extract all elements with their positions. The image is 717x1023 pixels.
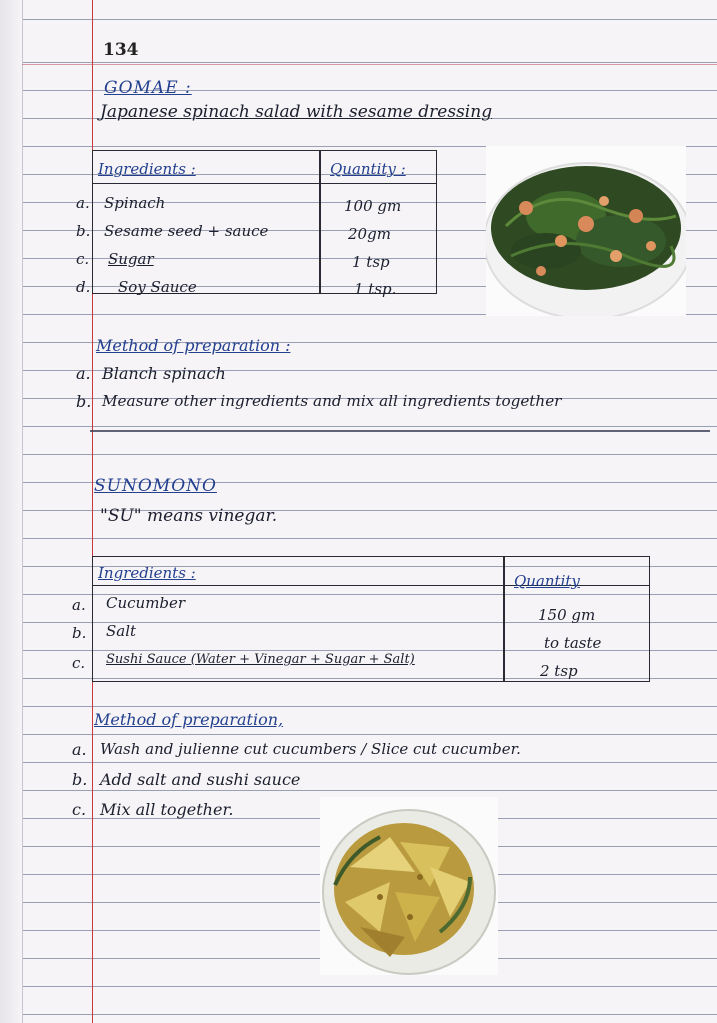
spinach-salad-image: [486, 146, 686, 316]
page-number: 134: [103, 40, 139, 60]
sunomono-subtitle: "SU" means vinegar.: [100, 506, 278, 526]
gomae-method-title: Method of preparation :: [96, 336, 291, 355]
list-item-marker: b.: [72, 770, 88, 789]
table-row-marker: a.: [76, 194, 90, 212]
section-divider: [90, 430, 710, 432]
table-row-ingredient: Sugar: [108, 250, 154, 268]
sunomono-photo: [320, 797, 498, 975]
table-row-marker: b.: [76, 222, 91, 240]
sunomono-title: SUNOMONO: [94, 476, 217, 496]
gomae-header-ingredients: Ingredients :: [98, 160, 196, 178]
table-row-marker: a.: [72, 596, 86, 614]
table-row-ingredient: Sushi Sauce (Water + Vinegar + Sugar + Salt): [106, 652, 415, 667]
page-binding: [0, 0, 23, 1023]
gomae-title: GOMAE :: [104, 78, 192, 98]
table-row-marker: d.: [76, 278, 91, 296]
table-row-quantity: 2 tsp: [540, 662, 578, 680]
table-row-ingredient: Soy Sauce: [118, 278, 197, 296]
list-item: Mix all together.: [100, 800, 234, 819]
list-item-marker: c.: [72, 800, 87, 819]
list-item: Add salt and sushi sauce: [100, 770, 301, 789]
table-row-ingredient: Cucumber: [106, 594, 186, 612]
table-row-marker: b.: [72, 624, 87, 642]
table-row-ingredient: Spinach: [104, 194, 166, 212]
header-rule: [22, 64, 717, 65]
table-row-quantity: 1 tsp: [352, 253, 390, 271]
list-item: Blanch spinach: [102, 364, 226, 383]
sunomono-header-ingredients: Ingredients :: [98, 564, 196, 582]
list-item-marker: a.: [72, 740, 87, 759]
table-row-quantity: 100 gm: [344, 197, 402, 215]
table-row-quantity: 20gm: [348, 225, 391, 243]
table-row-quantity: to taste: [544, 634, 602, 652]
table-row-marker: c.: [72, 654, 86, 672]
list-item: Wash and julienne cut cucumbers / Slice cut cucumber.: [100, 740, 521, 758]
sunomono-header-quantity: Quantity: [514, 572, 580, 590]
sunomono-method-title: Method of preparation,: [94, 710, 284, 729]
table-row-ingredient: Salt: [106, 622, 137, 640]
gomae-photo: [486, 146, 686, 316]
list-item-marker: b.: [76, 392, 92, 411]
list-item-marker: a.: [76, 364, 91, 383]
gomae-subtitle: Japanese spinach salad with sesame dressing: [100, 102, 493, 122]
gomae-header-quantity: Quantity :: [330, 160, 406, 178]
table-row-marker: c.: [76, 250, 90, 268]
list-item: Measure other ingredients and mix all ingredients together: [102, 392, 562, 410]
table-row-quantity: 1 tsp.: [354, 280, 397, 298]
table-row-quantity: 150 gm: [538, 606, 596, 624]
table-row-ingredient: Sesame seed + sauce: [104, 222, 269, 240]
cucumber-salad-image: [320, 797, 498, 975]
